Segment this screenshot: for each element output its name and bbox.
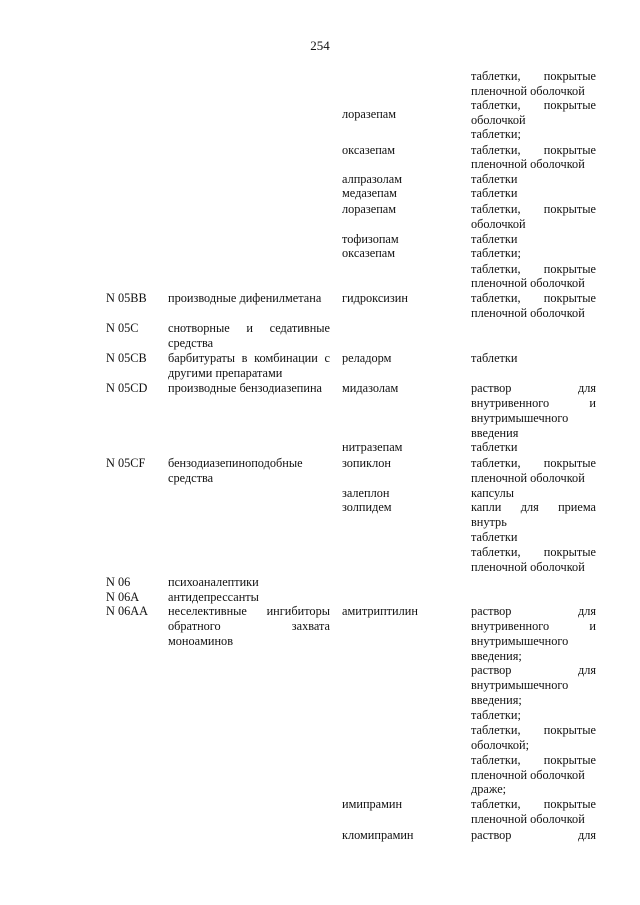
dosage-form-line: внутривенного и	[471, 619, 596, 633]
dosage-form-line: таблетки	[471, 440, 518, 454]
atc-code-line: N 05BB	[106, 291, 147, 305]
dosage-form-line: таблетки;	[471, 708, 521, 722]
dosage-form-line: таблетки, покрытые	[471, 753, 596, 767]
drug-name-line: гидроксизин	[342, 291, 408, 305]
dosage-form-line: введения	[471, 426, 519, 440]
atc-code-line: N 05CB	[106, 351, 147, 365]
drug-name-line: реладорм	[342, 351, 392, 365]
dosage-form-line: пленочной оболочкой	[471, 560, 585, 574]
dosage-form-line: пленочной оболочкой	[471, 768, 585, 782]
drug-name-line: лоразепам	[342, 107, 397, 121]
dosage-form-line: таблетки;	[471, 127, 521, 141]
atc-group-name-line: средства	[168, 471, 214, 485]
dosage-form-line: пленочной оболочкой	[471, 157, 585, 171]
drug-name-line: медазепам	[342, 186, 397, 200]
drug-name-line: кломипрамин	[342, 828, 414, 842]
atc-group-name-line: антидепрессанты	[168, 590, 259, 604]
drug-name-line: залеплон	[342, 486, 390, 500]
dosage-form-line: внутримышечного	[471, 411, 569, 425]
atc-group-name-line: производные бензодиазепина	[168, 381, 322, 395]
dosage-form-line: таблетки	[471, 186, 518, 200]
dosage-form-line: таблетки, покрытые	[471, 69, 596, 83]
atc-code-line: N 05C	[106, 321, 139, 335]
dosage-form-line: таблетки, покрытые	[471, 456, 596, 470]
dosage-form-line: таблетки, покрытые	[471, 143, 596, 157]
atc-group-name-line: обратного захвата	[168, 619, 330, 633]
dosage-form-line: пленочной оболочкой	[471, 812, 585, 826]
dosage-form-line: таблетки, покрытые	[471, 797, 596, 811]
dosage-form-line: раствор для	[471, 381, 596, 395]
dosage-form-line: раствор для	[471, 828, 596, 842]
dosage-form-line: оболочкой	[471, 217, 526, 231]
dosage-form-line: пленочной оболочкой	[471, 84, 585, 98]
dosage-form-line: введения;	[471, 693, 522, 707]
dosage-form-line: таблетки;	[471, 246, 521, 260]
drug-name-line: мидазолам	[342, 381, 399, 395]
drug-name-line: золпидем	[342, 500, 392, 514]
drug-name-line: лоразепам	[342, 202, 397, 216]
dosage-form-line: пленочной оболочкой	[471, 276, 585, 290]
dosage-form-line: введения;	[471, 649, 522, 663]
dosage-form-line: внутривенного и	[471, 396, 596, 410]
drug-name-line: тофизопам	[342, 232, 399, 246]
dosage-form-line: драже;	[471, 782, 507, 796]
dosage-form-line: пленочной оболочкой	[471, 471, 585, 485]
atc-code-line: N 06AA	[106, 604, 149, 618]
drug-name-line: алпразолам	[342, 172, 403, 186]
drug-name-line: оксазепам	[342, 246, 396, 260]
atc-group-name-line: бензодиазепиноподобные	[168, 456, 303, 470]
dosage-form-line: капсулы	[471, 486, 514, 500]
drug-name-line: нитразепам	[342, 440, 403, 454]
dosage-form-line: оболочкой;	[471, 738, 530, 752]
atc-code-line: N 05CF	[106, 456, 146, 470]
atc-code-line: N 06A	[106, 590, 140, 604]
dosage-form-line: таблетки	[471, 172, 518, 186]
dosage-form-line: таблетки	[471, 232, 518, 246]
page-number: 254	[310, 38, 330, 53]
atc-code-line: N 06	[106, 575, 131, 589]
dosage-form-line: внутримышечного	[471, 634, 569, 648]
dosage-form-line: таблетки	[471, 351, 518, 365]
drug-name-line: оксазепам	[342, 143, 396, 157]
dosage-form-line: внутримышечного	[471, 678, 569, 692]
dosage-form-line: таблетки, покрытые	[471, 262, 596, 276]
dosage-form-line: раствор для	[471, 604, 596, 618]
dosage-form-line: таблетки, покрытые	[471, 723, 596, 737]
dosage-form-line: раствор для	[471, 663, 596, 677]
dosage-form-line: таблетки, покрытые	[471, 291, 596, 305]
dosage-form-line: таблетки	[471, 530, 518, 544]
drug-name-line: амитриптилин	[342, 604, 418, 618]
atc-group-name-line: производные дифенилметана	[168, 291, 322, 305]
atc-group-name-line: неселективные ингибиторы	[168, 604, 330, 618]
atc-group-name-line: другими препаратами	[168, 366, 283, 380]
dosage-form-line: таблетки, покрытые	[471, 545, 596, 559]
atc-group-name-line: снотворные и седативные	[168, 321, 330, 335]
atc-code-line: N 05CD	[106, 381, 148, 395]
atc-group-name-line: психоаналептики	[168, 575, 259, 589]
atc-group-name-line: барбитураты в комбинации с	[168, 351, 330, 365]
atc-group-name-line: средства	[168, 336, 214, 350]
dosage-form-line: капли для приема	[471, 500, 596, 514]
drug-name-line: зопиклон	[342, 456, 391, 470]
dosage-form-line: внутрь	[471, 515, 507, 529]
atc-group-name-line: моноаминов	[168, 634, 234, 648]
dosage-form-line: таблетки, покрытые	[471, 202, 596, 216]
dosage-form-line: пленочной оболочкой	[471, 306, 585, 320]
drug-name-line: имипрамин	[342, 797, 403, 811]
dosage-form-line: оболочкой	[471, 113, 526, 127]
dosage-form-line: таблетки, покрытые	[471, 98, 596, 112]
